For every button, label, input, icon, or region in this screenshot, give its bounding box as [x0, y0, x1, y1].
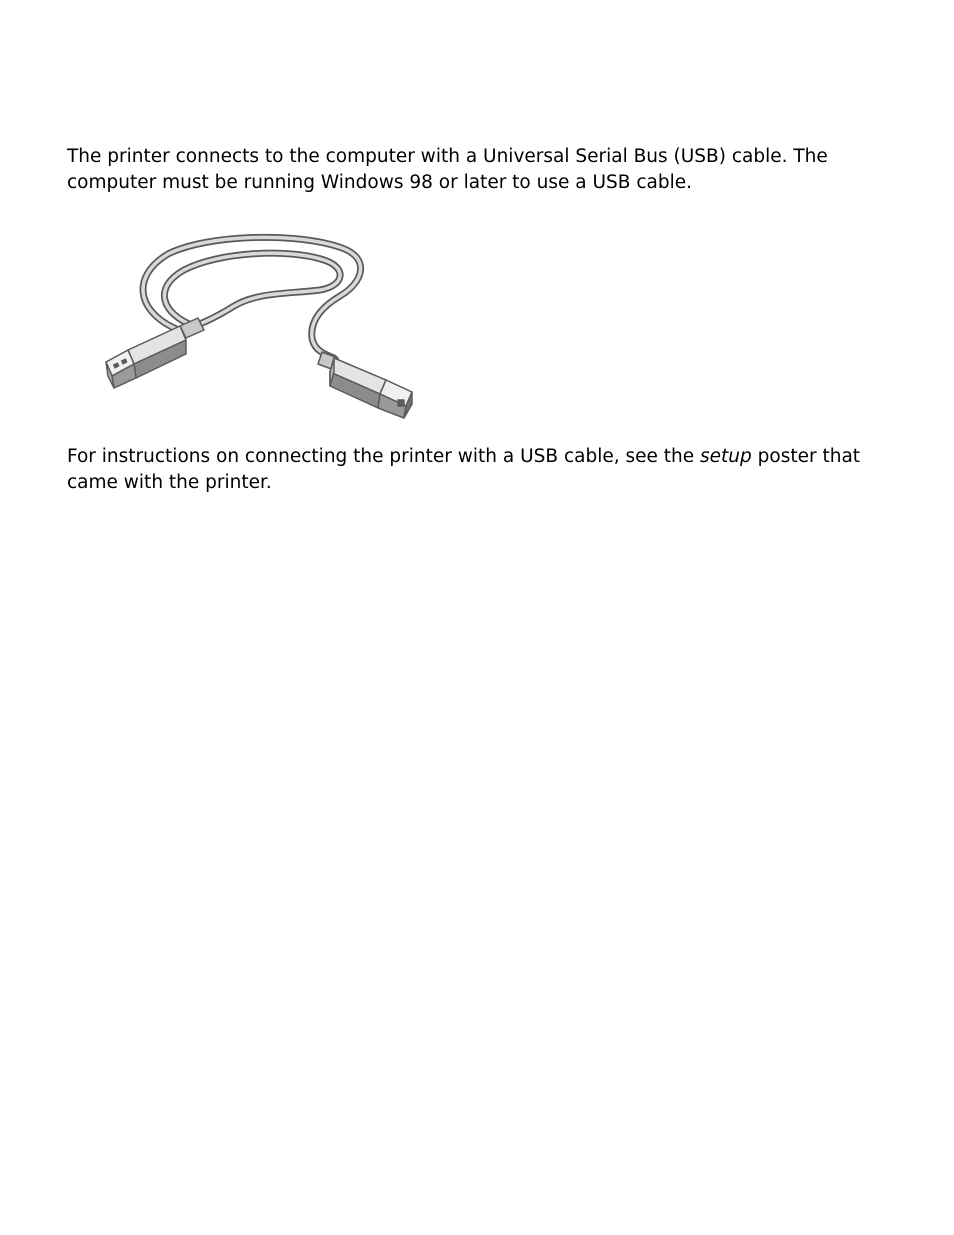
usb-cable-illustration	[98, 230, 428, 420]
instructions-text-after: poster that came with the printer.	[67, 446, 861, 493]
instructions-paragraph	[67, 444, 897, 496]
setup-emphasis: setup	[700, 446, 752, 467]
intro-paragraph	[67, 144, 897, 196]
instructions-text-before: For instructions on connecting the printer with a USB cable, see the	[67, 446, 701, 467]
usb-cable-icon	[98, 230, 428, 420]
usb-b-plug	[318, 352, 412, 418]
intro-text: The printer connects to the computer with a Universal Serial Bus (USB) cable. The computer must be running Windows 98 or later to use a USB cable.	[67, 146, 828, 193]
usb-a-plug	[106, 318, 204, 388]
